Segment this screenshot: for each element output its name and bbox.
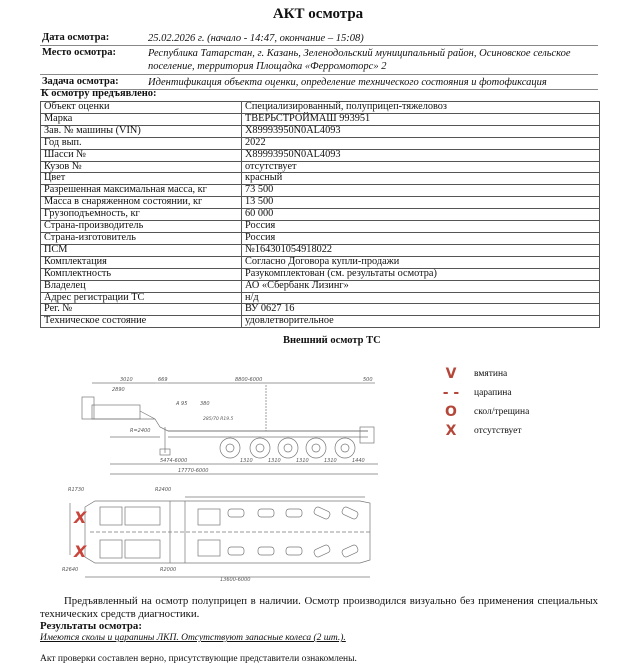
side-view-drawing <box>60 375 395 475</box>
dim-label: R2640 <box>62 567 79 573</box>
table-row <box>41 113 600 125</box>
date-label: Дата осмотра: <box>42 32 110 43</box>
document-title: АКТ осмотра <box>272 6 364 22</box>
place-value-line1: Республика Татарстан, г. Казань, Зеленодольский муниципальный район, Осиновское сельское <box>148 48 571 59</box>
inspection-paragraph: Предъявленный на осмотр полуприцеп в наличии. Осмотр производился визуально без применения специальных технических средств диагностики. <box>40 595 598 620</box>
wheel <box>220 438 240 458</box>
row-label: Страна-производитель <box>41 221 242 233</box>
legend-item-scratch <box>438 383 529 402</box>
row-label: Комплектность <box>41 268 242 280</box>
legend-label: царапина <box>474 387 512 398</box>
wheel-top <box>341 506 359 520</box>
dim-label: 1310 <box>268 458 281 464</box>
missing-icon: X <box>445 422 457 439</box>
row-value: №164301054918022 <box>242 244 600 256</box>
table-row <box>41 256 600 268</box>
row-value: Согласно Договора купли-продажи <box>242 256 600 268</box>
dim-label: 1310 <box>324 458 337 464</box>
row-value: 73 500 <box>242 185 600 197</box>
wheel-top <box>313 506 331 520</box>
slat-block <box>100 540 122 558</box>
table-row <box>41 316 600 328</box>
row-value: Разукомплектован (см. результаты осмотра) <box>242 268 600 280</box>
missing-mark-spare-wheel-2: X <box>74 542 87 561</box>
row-label: Цвет <box>41 173 242 185</box>
row-value: Россия <box>242 232 600 244</box>
row-value: Специализированный, полуприцеп-тяжеловоз <box>242 102 600 114</box>
wheel-top <box>286 509 302 517</box>
dim-label: 13600-6000 <box>220 577 251 583</box>
dim-label: 1310 <box>296 458 309 464</box>
place-value-line2: поселение, территория Площадка «Ферромоторс» 2 <box>148 61 387 72</box>
dim-label: 17770-6000 <box>178 468 209 474</box>
table-row <box>41 102 600 114</box>
row-value: Россия <box>242 221 600 233</box>
dim-label: R2400 <box>155 487 172 493</box>
dim-label: 3010 <box>120 377 133 383</box>
place-row <box>40 47 598 75</box>
wheel-hub <box>284 444 292 452</box>
dim-label: 1440 <box>352 458 365 464</box>
gooseneck-deck <box>92 405 140 419</box>
place-label: Место осмотра: <box>42 47 117 58</box>
task-label: Задача осмотра: <box>42 76 119 87</box>
results-text: Имеются сколы и царапины ЛКП. Отсутствуют запасные колеса (2 шт.). <box>40 633 346 643</box>
slat-block <box>125 540 160 558</box>
row-label: Год вып. <box>41 137 242 149</box>
row-label: Грузоподъемность, кг <box>41 209 242 221</box>
dim-label: 380 <box>200 401 210 407</box>
table-row <box>41 268 600 280</box>
damage-legend <box>438 364 529 440</box>
scratch-icon: - - <box>442 384 460 401</box>
slat-block <box>100 507 122 525</box>
table-row <box>41 292 600 304</box>
wheel-top <box>228 547 244 555</box>
place-value <box>148 47 598 74</box>
table-row <box>41 197 600 209</box>
wheel <box>278 438 298 458</box>
dim-label: 5474-6000 <box>160 458 188 464</box>
table-row <box>41 221 600 233</box>
missing-mark-spare-wheel-1: X <box>74 508 87 527</box>
wheel-hub <box>256 444 264 452</box>
dim-label: R=2400 <box>130 428 151 434</box>
wheel-top <box>286 547 302 555</box>
row-label: Рег. № <box>41 304 242 316</box>
chip-crack-icon: O <box>445 403 457 420</box>
deck-slats <box>100 507 220 558</box>
slat-block <box>125 507 160 525</box>
row-value: 60 000 <box>242 209 600 221</box>
vehicle-info-table <box>40 101 600 328</box>
top-view-drawing <box>60 485 395 585</box>
table-row <box>41 137 600 149</box>
task-value: Идентификация объекта оценки, определение технического состояния и фотофиксация <box>148 77 547 88</box>
legend-item-chip <box>438 402 529 421</box>
wheel-top <box>341 544 359 558</box>
wheels <box>220 438 355 458</box>
dim-label: 2890 <box>112 387 125 393</box>
dim-label: 8800-6000 <box>235 377 263 383</box>
row-label: Комплектация <box>41 256 242 268</box>
row-value: АО «Сбербанк Лизинг» <box>242 280 600 292</box>
wheel <box>306 438 326 458</box>
row-value: 2022 <box>242 137 600 149</box>
table-row <box>41 161 600 173</box>
legend-label: вмятина <box>474 368 508 379</box>
row-label: Владелец <box>41 280 242 292</box>
table-row <box>41 232 600 244</box>
wheel <box>250 438 270 458</box>
exterior-title: Внешний осмотр ТС <box>283 335 381 346</box>
row-label: Объект оценки <box>41 102 242 114</box>
row-value: удовлетворительное <box>242 316 600 328</box>
dim-label: A 95 <box>176 401 188 407</box>
row-label: Кузов № <box>41 161 242 173</box>
row-label: Адрес регистрации ТС <box>41 292 242 304</box>
table-row <box>41 244 600 256</box>
row-value: отсутствует <box>242 161 600 173</box>
date-value: 25.02.2026 г. (начало - 14:47, окончание – 15:08) <box>148 33 364 44</box>
legend-item-missing <box>438 421 529 440</box>
legend-label: отсутствует <box>474 425 522 436</box>
row-value: н/д <box>242 292 600 304</box>
table-row <box>41 280 600 292</box>
row-label: Марка <box>41 113 242 125</box>
row-label: Страна-изготовитель <box>41 232 242 244</box>
wheel <box>335 438 355 458</box>
row-value: 13 500 <box>242 197 600 209</box>
footer-text: Акт проверки составлен верно, присутствующие представители ознакомлены. <box>40 654 357 664</box>
wheel-top <box>228 509 244 517</box>
row-label: Разрешенная максимальная масса, кг <box>41 185 242 197</box>
row-label: Техническое состояние <box>41 316 242 328</box>
row-label: ПСМ <box>41 244 242 256</box>
row-value: X89993950N0AL4093 <box>242 149 600 161</box>
wheel-hub <box>341 444 349 452</box>
wheel-hub <box>226 444 234 452</box>
slat-block <box>198 540 220 556</box>
table-row <box>41 149 600 161</box>
dim-label: 285/70 R19.5 <box>203 417 234 422</box>
results-title: Результаты осмотра: <box>40 620 142 632</box>
table-row <box>41 125 600 137</box>
table-row <box>41 304 600 316</box>
table-row <box>41 173 600 185</box>
row-value: X89993950N0AL4093 <box>242 125 600 137</box>
inspection-header <box>40 32 598 90</box>
rear-end <box>360 427 374 443</box>
row-label: Зав. № машины (VIN) <box>41 125 242 137</box>
legend-item-dent <box>438 364 529 383</box>
wheel-hub <box>312 444 320 452</box>
presented-title: К осмотру предъявлено: <box>41 88 157 99</box>
row-label: Масса в снаряженном состоянии, кг <box>41 197 242 209</box>
row-value: ВУ 0627 16 <box>242 304 600 316</box>
row-value: ТВЕРЬСТРОЙМАШ 993951 <box>242 113 600 125</box>
legend-label: скол/трещина <box>474 406 530 417</box>
dim-label: 669 <box>158 377 168 383</box>
dent-icon: V <box>445 365 457 382</box>
slat-block <box>198 509 220 525</box>
date-row <box>40 32 598 46</box>
wheel-top <box>313 544 331 558</box>
row-label: Шасси № <box>41 149 242 161</box>
wheel-top <box>258 547 274 555</box>
dim-label: R2000 <box>160 567 177 573</box>
row-value: красный <box>242 173 600 185</box>
dim-label: 1310 <box>240 458 253 464</box>
table-row <box>41 185 600 197</box>
dim-label: 500 <box>363 377 373 383</box>
wheel-top <box>258 509 274 517</box>
table-row <box>41 209 600 221</box>
dim-label: R1730 <box>68 487 85 493</box>
